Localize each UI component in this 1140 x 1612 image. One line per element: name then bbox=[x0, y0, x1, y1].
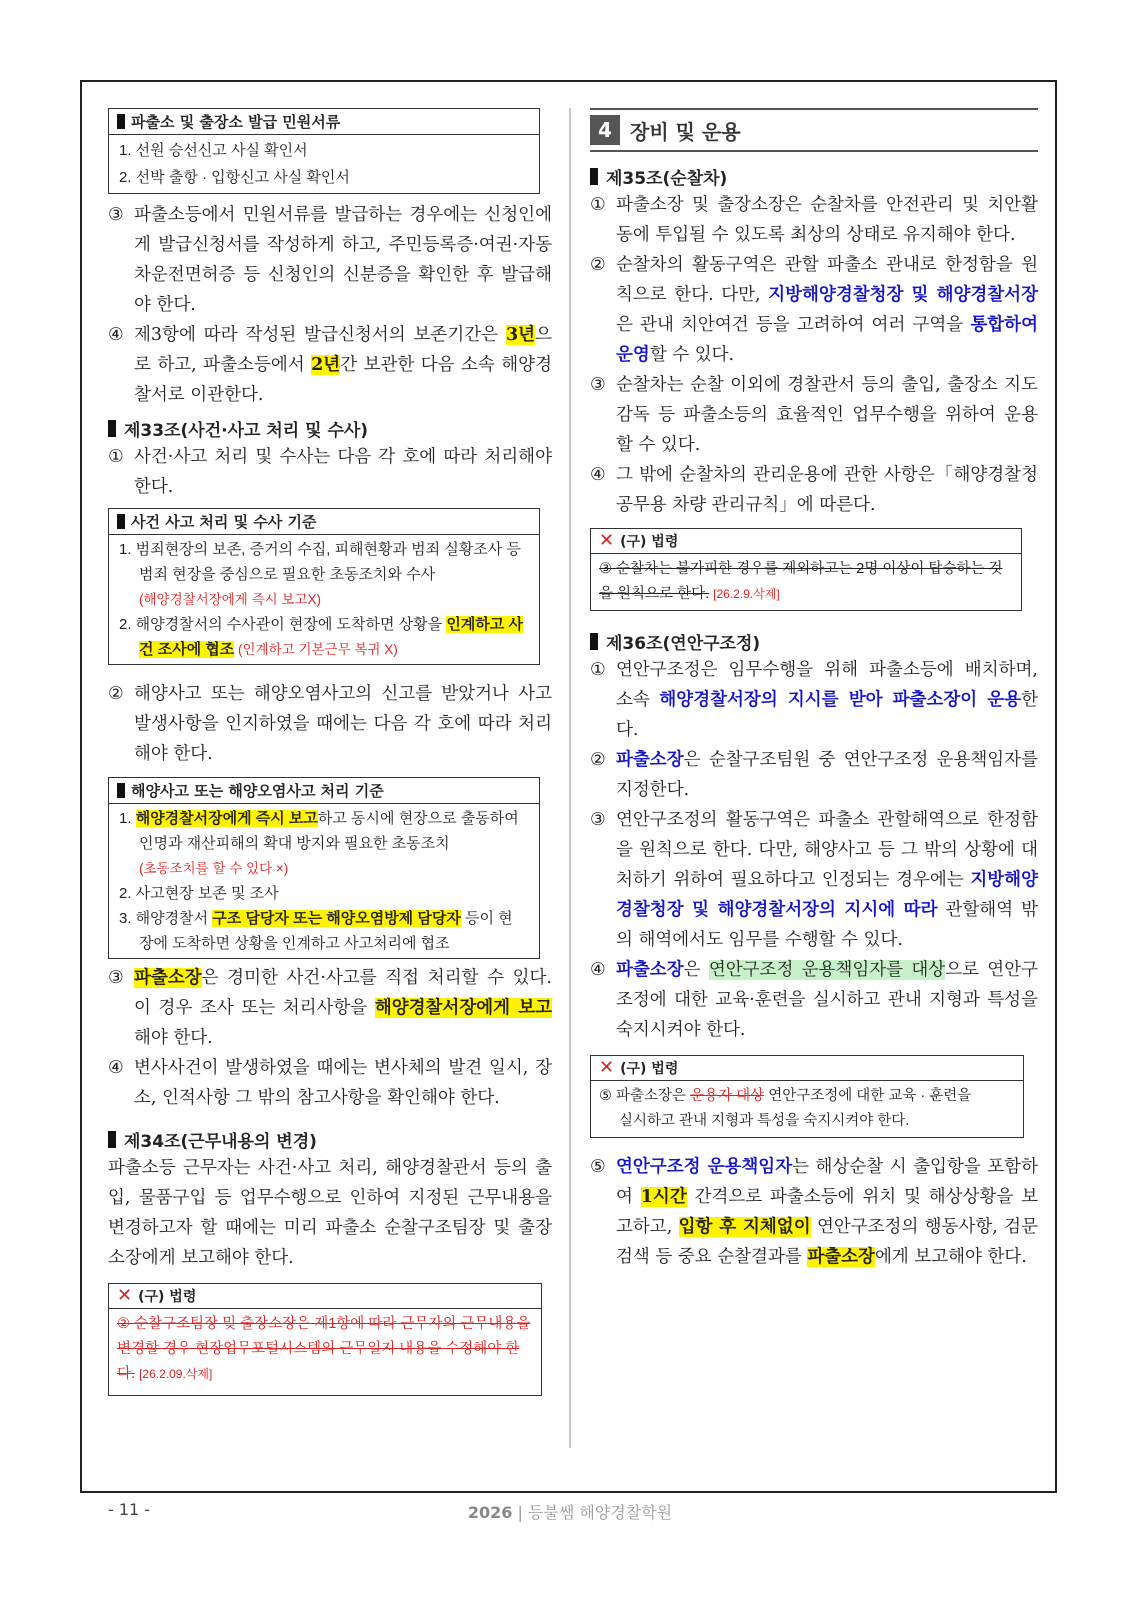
square-bullet-icon bbox=[590, 168, 598, 185]
box-title: 파출소 및 출장소 발급 민원서류 bbox=[109, 109, 539, 135]
art35-paragraph-1: ① 파출소장 및 출장소장은 순찰차를 안전관리 및 치안활동에 투입될 수 있도록 최상의 상태로 유지해야 한다. bbox=[590, 195, 1038, 245]
art35-paragraph-4: ④ 그 밖에 순찰차의 관리운용에 관한 사항은「해양경찰청 공무용 차량 관리규칙」에 따른다. bbox=[590, 465, 1038, 515]
art33-paragraph-3: ③ 파출소장은 경미한 사건·사고를 직접 처리할 수 있다. 이 경우 조사 또는 처리사항을 해양경찰서장에게 보고해야 한다. bbox=[108, 968, 552, 1048]
square-bullet-icon bbox=[590, 633, 598, 650]
art36-paragraph-2: ② 파출소장은 순찰구조팀원 중 연안구조정 운용책임자를 지정한다. bbox=[590, 750, 1038, 800]
article-36-heading: 제36조(연안구조정) bbox=[590, 627, 1038, 655]
old-law-box: ✕ (구) 법령 ⑤ 파출소장은 운용자 대상 연안구조정에 대한 교육 · 훈련을 실시하고 관내 지형과 특성을 숙지시켜야 한다. bbox=[590, 1055, 1024, 1138]
x-mark-icon: ✕ bbox=[117, 1285, 133, 1306]
box-item: 2. 선박 출항 · 입항신고 사실 확인서 bbox=[119, 169, 350, 186]
article-34-heading: 제34조(근무내용의 변경) bbox=[108, 1125, 552, 1153]
square-bullet-icon bbox=[117, 783, 125, 798]
x-mark-icon: ✕ bbox=[599, 530, 615, 551]
art36-paragraph-1: ① 연안구조정은 임무수행을 위해 파출소등에 배치하며, 소속 해양경찰서장의 지시를 받아 파출소장이 운용한다. bbox=[590, 660, 1038, 740]
right-column bbox=[590, 108, 1038, 1272]
footer-brand: 2026 | 등불쌤 해양경찰학원 bbox=[467, 1503, 673, 1522]
square-bullet-icon bbox=[117, 114, 125, 129]
section-title: 장비 및 운용 bbox=[630, 119, 741, 144]
art36-paragraph-5: ⑤ 연안구조정 운용책임자는 해상순찰 시 출입항을 포함하여 1시간 간격으로 파출소등에 위치 및 해상상황을 보고하고, 입항 후 지체없이 연안구조정의 행동사항, 검문검색 등 중요 순찰결과를 파출소장에게 보고해야 한다. bbox=[590, 1157, 1038, 1267]
art33-paragraph-4: ④ 변사사건이 발생하였을 때에는 변사체의 발견 일시, 장소, 인적사항 그 밖의 참고사항을 확인해야 한다. bbox=[108, 1058, 552, 1108]
old-law-box: ✕ (구) 법령 ③ 순찰차는 불가피한 경우를 제외하고는 2명 이상이 탑승하는 것을 원칙으로 한다. [26.2.9.삭제] bbox=[590, 528, 1022, 611]
x-mark-icon: ✕ bbox=[599, 1057, 615, 1078]
section-number: 4 bbox=[590, 115, 620, 145]
column-divider bbox=[569, 108, 571, 1448]
paragraph-3: ③ 파출소등에서 민원서류를 발급하는 경우에는 신청인에게 발급신청서를 작성하게 하고, 주민등록증·여권·자동차운전면허증 등 신청인의 신분증을 확인한 후 발급해야 한다. bbox=[108, 205, 552, 315]
art33-paragraph-1: ① 사건·사고 처리 및 수사는 다음 각 호에 따라 처리해야 한다. bbox=[108, 447, 552, 497]
left-column bbox=[108, 108, 552, 1396]
marine-accident-box: 해양사고 또는 해양오염사고 처리 기준 1. 해양경찰서장에게 즉시 보고하고 동시에 현장으로 출동하여 인명과 재산피해의 확대 방지와 필요한 초동조치 (초동조치를 할 수 있다 ×) 2. 사고현장 보존 및 조사 3. 해양경찰서 구조 담당자 또는 해양오염방제 담당자 등이 현 장에 도착하면 상황을 인계하고 사고처리에 협조 bbox=[108, 777, 540, 959]
art34-paragraph: 파출소등 근무자는 사건·사고 처리, 해양경찰관서 등의 출입, 물품구입 등 업무수행으로 인하여 지정된 근무내용을 변경하고자 할 때에는 미리 파출소 순찰구조팀장 및 출장소장에게 보고해야 한다. bbox=[108, 1158, 552, 1268]
page-number: - 11 - bbox=[108, 1500, 151, 1519]
art36-paragraph-4: ④ 파출소장은 연안구조정 운용책임자를 대상으로 연안구조정에 대한 교육·훈련을 실시하고 관내 지형과 특성을 숙지시켜야 한다. bbox=[590, 960, 1039, 1040]
article-35-heading: 제35조(순찰차) bbox=[590, 162, 1038, 190]
art35-paragraph-3: ③ 순찰차는 순찰 이외에 경찰관서 등의 출입, 출장소 지도감독 등 파출소등의 효율적인 업무수행을 위하여 운용할 수 있다. bbox=[590, 375, 1038, 455]
box-item: 1. 선원 승선신고 사실 확인서 bbox=[119, 142, 308, 159]
square-bullet-icon bbox=[117, 514, 125, 529]
art33-paragraph-2: ② 해양사고 또는 해양오염사고의 신고를 받았거나 사고 발생사항을 인지하였을 때에는 다음 각 호에 따라 처리해야 한다. bbox=[108, 684, 552, 764]
art36-paragraph-3: ③ 연안구조정의 활동구역은 파출소 관할해역으로 한정함을 원칙으로 한다. 다만, 해양사고 등 그 밖의 상황에 대처하기 위하여 필요하다고 인정되는 경우에는 지방해양경찰청장 및 해양경찰서장의 지시에 따라 관할해역 밖의 해역에서도 임무를 수행할 수 있다. bbox=[590, 810, 1038, 950]
civil-documents-box bbox=[108, 108, 540, 194]
article-33-heading: 제33조(사건·사고 처리 및 수사) bbox=[108, 414, 552, 442]
paragraph-4: ④ 제3항에 따라 작성된 발급신청서의 보존기간은 3년으로 하고, 파출소등에서 2년간 보관한 다음 소속 해양경찰서로 이관한다. bbox=[108, 325, 552, 405]
page-footer bbox=[0, 1500, 1140, 1530]
incident-handling-box: 사건 사고 처리 및 수사 기준 1. 범죄현장의 보존, 증거의 수집, 피해현황과 범죄 실황조사 등 범죄 현장을 중심으로 필요한 초동조치와 수사 (해양경찰서장에게 즉시 보고X) 2. 해양경찰서의 수사관이 현장에 도착하면 상황을 인계하고 사 건 조사에 협조 (인계하고 기본근무 복귀 X) bbox=[108, 508, 540, 665]
art35-paragraph-2: ② 순찰차의 활동구역은 관할 파출소 관내로 한정함을 원칙으로 한다. 다만, 지방해양경찰청장 및 해양경찰서장은 관내 치안여건 등을 고려하여 여러 구역을 통합하여 운영할 수 있다. bbox=[590, 255, 1038, 365]
square-bullet-icon bbox=[108, 1131, 116, 1148]
old-law-box: ✕ (구) 법령 ② 순찰구조팀장 및 출장소장은 제1항에 따라 근무자의 근무내용을 변경할 경우 현장업무포털시스템의 근무일지 내용을 수정해야 한다. [26.2.09.삭제] bbox=[108, 1283, 542, 1396]
square-bullet-icon bbox=[108, 420, 116, 437]
section-header bbox=[590, 108, 1038, 152]
